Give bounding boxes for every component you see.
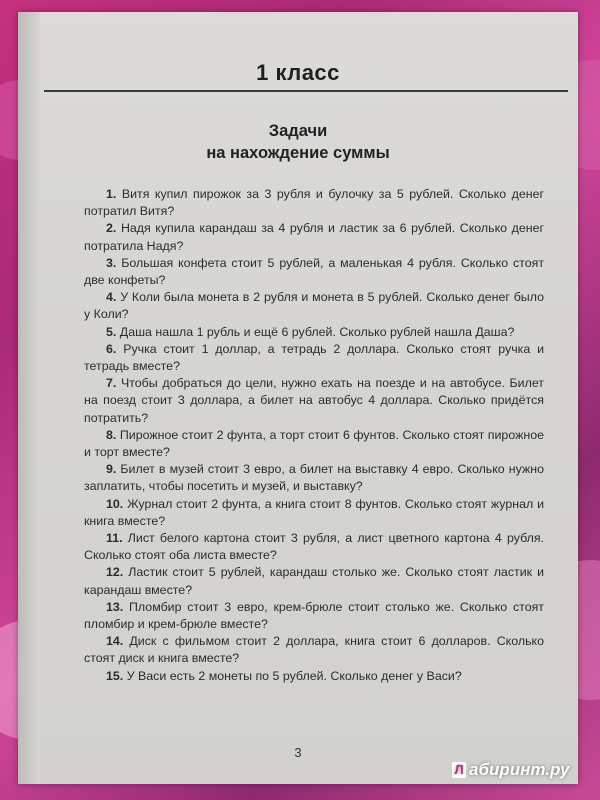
problem-number: 4. <box>106 290 117 305</box>
problem-text: Чтобы добраться до цели, нужно ехать на поезде и на автобусе. Билет на поезд стоит 3 доллара, а билет на автобус 4 доллара. Сколько придётся потратить? <box>84 376 544 425</box>
problem-item <box>84 461 544 495</box>
problem-item <box>84 668 544 685</box>
problem-item <box>84 564 544 598</box>
problem-text: Ластик стоит 5 рублей, карандаш столько же. Сколько стоят ластик и карандаш вместе? <box>84 565 544 597</box>
watermark-text: абиринт.ру <box>469 760 570 779</box>
problem-number: 2. <box>106 221 117 236</box>
page-number: 3 <box>294 745 302 760</box>
problem-text: Ручка стоит 1 доллар, а тетрадь 2 доллара. Сколько стоят ручка и тетрадь вместе? <box>84 341 544 374</box>
problem-item <box>84 633 544 667</box>
problem-text: Витя купил пирожок за 3 рубля и булочку за 5 рублей. Сколько денег потратил Витя? <box>84 187 544 219</box>
problem-text: Даша нашла 1 рубль и ещё 6 рублей. Сколько рублей нашла Даша? <box>119 324 515 339</box>
problem-item <box>84 496 544 530</box>
problem-list <box>84 186 544 685</box>
problem-text: Журнал стоит 2 фунта, а книга стоит 8 фунтов. Сколько стоят журнал и книга вместе? <box>84 496 544 528</box>
problem-number: 8. <box>106 427 117 442</box>
problem-text: Лист белого картона стоит 3 рубля, а лист цветного картона 4 рубля. Сколько стоят оба листа вместе? <box>84 531 544 563</box>
problem-number: 7. <box>106 376 117 391</box>
problem-item <box>84 341 544 375</box>
problem-item <box>84 375 544 427</box>
problem-item <box>84 599 544 633</box>
problem-text: У Васи есть 2 монеты по 5 рублей. Сколько денег у Васи? <box>126 668 462 683</box>
book-page <box>18 12 578 784</box>
problem-item <box>84 220 544 254</box>
problem-item <box>84 186 544 220</box>
problem-item <box>84 324 544 341</box>
problem-number: 13. <box>106 599 124 614</box>
grade-title: 1 класс <box>256 60 340 85</box>
section-subheading: на нахождение суммы <box>206 144 390 162</box>
problem-item <box>84 255 544 289</box>
problem-number: 10. <box>106 496 124 511</box>
labirint-watermark <box>452 760 569 780</box>
labirint-logo-icon: Л <box>452 762 466 778</box>
problem-text: Большая конфета стоит 5 рублей, а маленькая 4 рубля. Сколько стоят две конфеты? <box>84 255 544 288</box>
section-heading: Задачи <box>268 122 328 140</box>
problem-number: 9. <box>106 462 117 477</box>
problem-number: 15. <box>106 668 124 683</box>
problem-item <box>84 530 544 564</box>
problem-text: Пирожное стоит 2 фунта, а торт стоит 6 фунтов. Сколько стоят пирожное и торт вместе? <box>84 427 544 460</box>
problem-number: 14. <box>106 634 124 649</box>
problem-text: Пломбир стоит 3 евро, крем-брюле стоит столько же. Сколько стоят пломбир и крем-брюле вместе? <box>84 599 544 632</box>
problem-number: 6. <box>106 341 117 356</box>
problem-number: 3. <box>106 255 117 270</box>
problem-text: Диск с фильмом стоит 2 доллара, книга стоит 6 долларов. Сколько стоят диск и книга вместе? <box>84 634 544 666</box>
problem-item <box>84 427 544 461</box>
problem-item <box>84 289 544 323</box>
problem-number: 11. <box>106 531 123 546</box>
problem-number: 12. <box>106 565 124 580</box>
problem-text: Билет в музей стоит 3 евро, а билет на выставку 4 евро. Сколько нужно заплатить, чтобы посетить и музей, и выставку? <box>84 462 544 494</box>
problem-number: 5. <box>106 324 117 339</box>
problem-text: У Коли была монета в 2 рубля и монета в 5 рублей. Сколько денег было у Коли? <box>84 290 544 322</box>
problem-text: Надя купила карандаш за 4 рубля и ластик за 6 рублей. Сколько денег потратила Надя? <box>84 221 544 253</box>
title-divider <box>44 90 568 92</box>
problem-number: 1. <box>106 187 117 201</box>
